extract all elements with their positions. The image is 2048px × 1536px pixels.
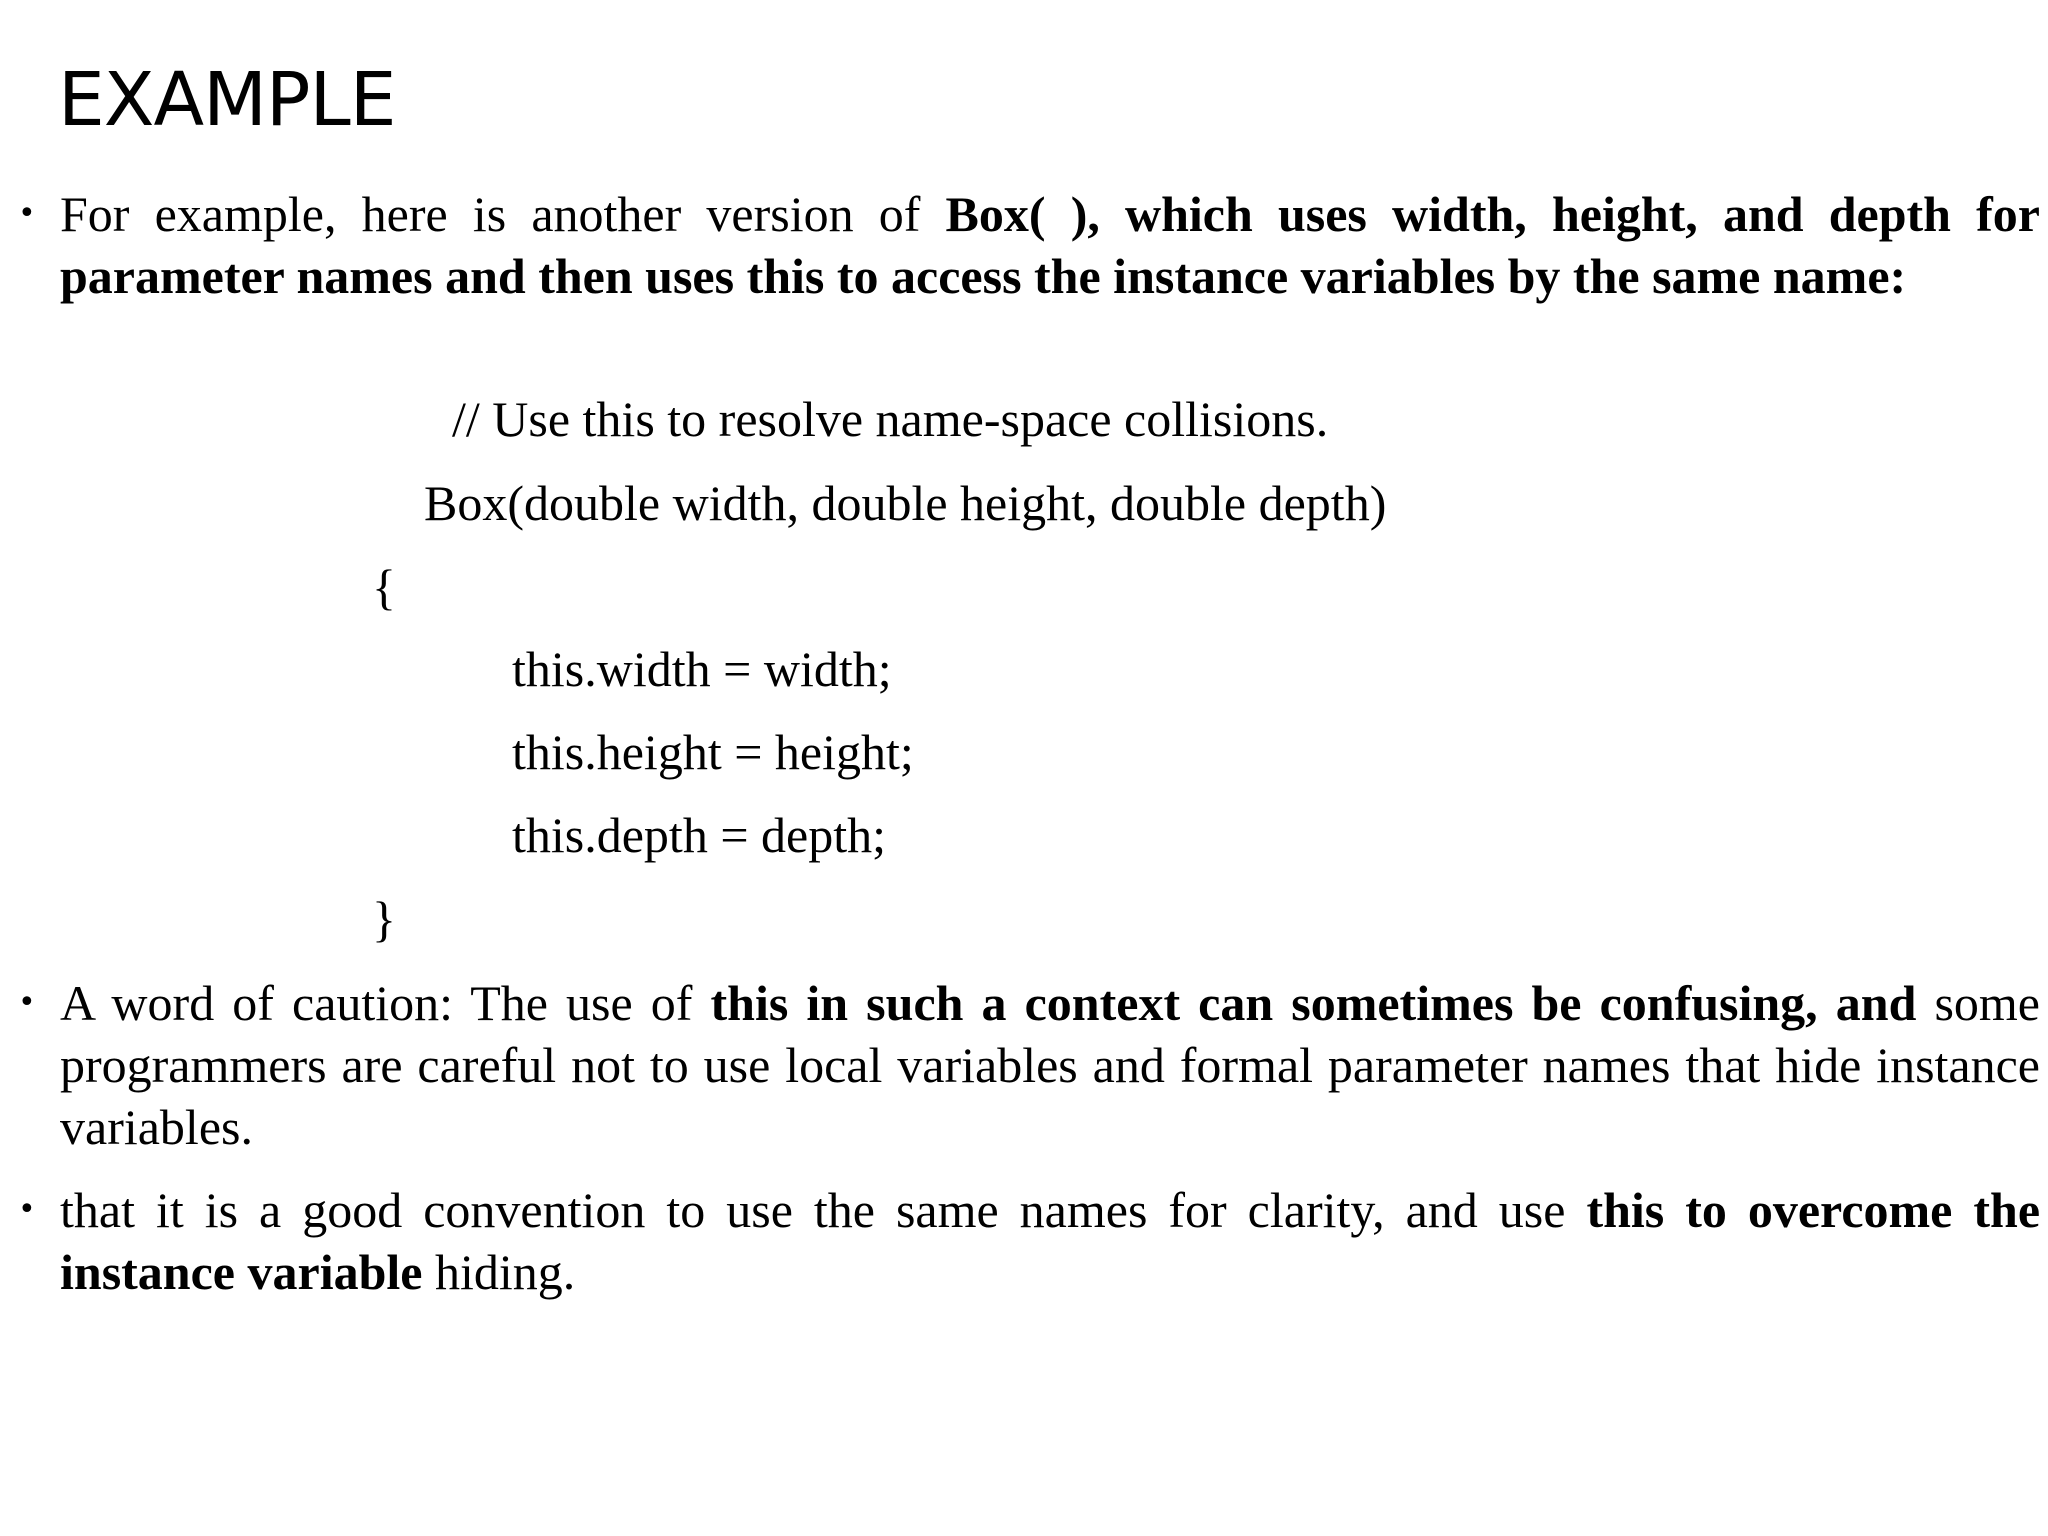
code-assign-depth: this.depth = depth; <box>512 807 886 863</box>
code-comment-line: // Use this to resolve name-space collisions. <box>452 391 1329 447</box>
code-constructor-signature: Box(double width, double height, double depth) <box>424 475 1387 531</box>
bullet-2-bold-text: this in such a context can sometimes be confusing, and <box>710 975 1917 1031</box>
bullet-3-text-start: that it is a good convention to use the same names for clarity, and use <box>60 1182 1587 1238</box>
bullet-1-bold-text: Box( ), which uses width, height, and depth for parameter names and then uses this to access the instance variables by the same name: <box>60 186 2040 304</box>
bullet-1-text: For example, here is another version of <box>60 186 946 242</box>
code-open-brace: { <box>372 559 396 615</box>
bullet-2-text-start: A word of caution: The use of <box>60 975 711 1031</box>
bullet-dot-icon: • <box>18 196 36 231</box>
bullet-2-text-end: some programmers are careful not to use local variables and formal parameter names that hide instance variables. <box>60 975 2040 1155</box>
bullet-paragraph-1 <box>18 183 2040 307</box>
bullet-dot-icon: • <box>18 985 36 1020</box>
bullet-paragraph-3 <box>18 1179 2041 1303</box>
bullet-3-text-end: hiding. <box>422 1244 576 1300</box>
bullet-paragraph-2 <box>18 972 2040 1158</box>
code-assign-height: this.height = height; <box>512 724 914 780</box>
bullet-dot-icon: • <box>18 1192 36 1227</box>
bullet-3-bold-text: this to overcome the instance variable <box>60 1182 2041 1300</box>
slide-title: EXAMPLE <box>58 57 396 143</box>
code-assign-width: this.width = width; <box>512 641 892 697</box>
code-close-brace: } <box>372 891 396 947</box>
